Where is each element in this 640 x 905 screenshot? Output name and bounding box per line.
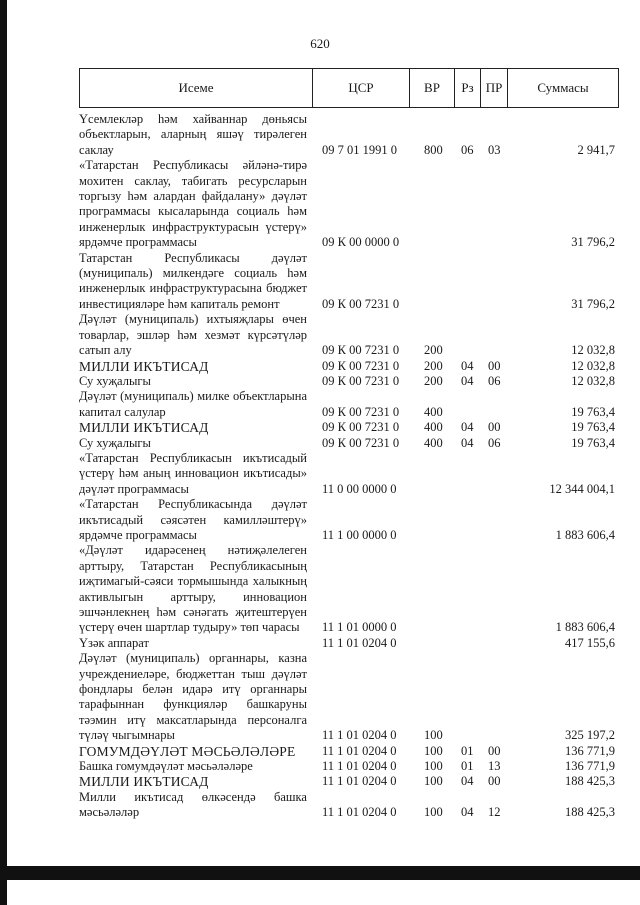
row-vr: 400 (424, 404, 443, 419)
table-row (79, 543, 619, 635)
scan-edge-left (0, 0, 7, 905)
row-name: Дәүләт (муниципаль) милке объектларына капитал салулар (79, 389, 307, 419)
row-sum: 188 425,3 (565, 774, 615, 789)
row-sum: 417 155,6 (565, 635, 615, 650)
row-name: Дәүләт (муниципаль) ихтыяҗлары өчен товарлар, эшләр һәм хезмәт күрсәтүләр сатып алу (79, 312, 307, 358)
row-csr: 11 1 01 0204 0 (322, 759, 397, 774)
row-pr: 00 (488, 358, 501, 373)
row-csr: 09 К 00 7231 0 (322, 404, 400, 419)
row-pr: 12 (488, 805, 501, 820)
row-vr: 400 (424, 420, 443, 435)
table-header (79, 68, 619, 108)
row-vr: 100 (424, 743, 443, 758)
table-row (79, 436, 619, 451)
row-csr: 11 1 01 0204 0 (322, 743, 397, 758)
row-name: МИЛЛИ ИКЪТИСАД (79, 774, 209, 790)
row-name: Су хуҗалыгы (79, 435, 151, 450)
row-pr: 13 (488, 759, 501, 774)
table-row (79, 389, 619, 420)
row-csr: 09 К 00 7231 0 (322, 420, 400, 435)
row-rz: 04 (461, 774, 474, 789)
table-row (79, 158, 619, 250)
table-row (79, 112, 619, 158)
table-row (79, 790, 619, 821)
row-pr: 06 (488, 435, 501, 450)
row-rz: 01 (461, 759, 474, 774)
row-sum: 31 796,2 (571, 235, 615, 250)
row-vr: 200 (424, 343, 443, 358)
table-row (79, 744, 619, 759)
row-sum: 325 197,2 (565, 728, 615, 743)
row-name: «Дәүләт идарәсенең нәтиҗәлелеген арттыру, Татарстан Республикасының иҗтимагый-сәяси тормышында халыкның активлыгын арттыру, инновацион эшчәнлекнең һәм сәнәгать җитештерүен үстерү өчен шартлар тудыру» төп чарасы (79, 543, 307, 635)
row-rz: 04 (461, 373, 474, 388)
row-sum: 136 771,9 (565, 759, 615, 774)
row-csr: 09 К 00 7231 0 (322, 373, 400, 388)
row-rz: 04 (461, 358, 474, 373)
row-vr: 100 (424, 774, 443, 789)
row-name: МИЛЛИ ИКЪТИСАД (79, 420, 209, 436)
row-vr: 100 (424, 759, 443, 774)
row-name: Үсемлекләр һәм хайваннар дөньясы объектларын, аларның яшәү тирәлеген саклау (79, 112, 307, 157)
row-csr: 09 К 00 7231 0 (322, 435, 400, 450)
table-row (79, 359, 619, 374)
row-sum: 12 344 004,1 (549, 481, 615, 496)
row-pr: 03 (488, 142, 501, 157)
row-sum: 19 763,4 (571, 435, 615, 450)
header-sum: Суммасы (537, 80, 589, 95)
row-pr: 00 (488, 774, 501, 789)
row-name: «Татарстан Республикасы әйләнә-тирә мохитен саклау, табигать ресурсларын торгызу һәм алардан файдалану» дәүләт программасы кысаларында социаль һәм инженерлык инфраструктурасын үстерү» ярдәмче программасы (79, 158, 307, 250)
row-csr: 09 К 00 7231 0 (322, 343, 400, 358)
row-vr: 100 (424, 728, 443, 743)
row-csr: 11 1 01 0000 0 (322, 620, 397, 635)
row-csr: 11 1 01 0204 0 (322, 728, 397, 743)
row-csr: 11 0 00 0000 0 (322, 481, 397, 496)
page-number: 620 (310, 36, 330, 51)
table-row (79, 312, 619, 358)
header-name: Исеме (178, 80, 214, 95)
row-name: «Татарстан Республикасын икътисадый үстерү һәм аның инновацион икътисады» дәүләт программасы (79, 450, 307, 496)
row-sum: 12 032,8 (571, 373, 615, 388)
table-body (79, 112, 619, 821)
header-rz: Рз (461, 80, 474, 95)
row-name: Дәүләт (муниципаль) органнары, казна учреждениеләре, бюджеттан тыш дәүләт фондлары белән идарә итү органнары тарафыннан функцияләр башкаруны тәэмин итү максатларында персоналга түләү чыгымнары (79, 651, 307, 743)
row-name: Башка гомумдәүләт мәсьәләләре (79, 759, 253, 774)
row-pr: 06 (488, 373, 501, 388)
header-vr: ВР (424, 80, 440, 95)
row-name: ГОМУМДӘҮЛӘТ МӘСЬӘЛӘЛӘРЕ (79, 743, 296, 759)
table-row (79, 651, 619, 743)
table-row (79, 420, 619, 435)
table-row (79, 774, 619, 789)
row-sum: 12 032,8 (571, 358, 615, 373)
row-name: Татарстан Республикасы дәүләт (муниципаль) милкендәге социаль һәм инженерлык инфраструктурасына бюджет инвестицияләре һәм капиталь ремонт (79, 250, 307, 311)
row-sum: 1 883 606,4 (555, 527, 615, 542)
row-name: «Татарстан Республикасында дәүләт икътисадый сәясәтен камилләштерү» ярдәмче программасы (79, 497, 307, 542)
row-csr: 11 1 01 0204 0 (322, 805, 397, 820)
row-sum: 31 796,2 (571, 296, 615, 311)
row-csr: 11 1 01 0204 0 (322, 635, 397, 650)
row-pr: 00 (488, 743, 501, 758)
row-csr: 11 1 00 0000 0 (322, 527, 397, 542)
row-vr: 100 (424, 805, 443, 820)
table-row (79, 374, 619, 389)
row-name: Милли икътисад өлкәсендә башка мәсьәләләр (79, 789, 307, 820)
budget-table (79, 68, 619, 821)
table-row (79, 636, 619, 651)
table-row (79, 251, 619, 313)
row-sum: 19 763,4 (571, 404, 615, 419)
row-vr: 200 (424, 358, 443, 373)
row-sum: 2 941,7 (577, 142, 615, 157)
table-row (79, 497, 619, 543)
row-pr: 00 (488, 420, 501, 435)
table-row (79, 759, 619, 774)
row-sum: 188 425,3 (565, 805, 615, 820)
row-rz: 01 (461, 743, 474, 758)
row-csr: 09 К 00 7231 0 (322, 358, 400, 373)
row-vr: 200 (424, 373, 443, 388)
row-vr: 400 (424, 435, 443, 450)
row-vr: 800 (424, 142, 443, 157)
row-name: МИЛЛИ ИКЪТИСАД (79, 358, 209, 374)
row-rz: 06 (461, 142, 474, 157)
scan-edge-bottom (0, 866, 640, 880)
row-rz: 04 (461, 435, 474, 450)
row-sum: 1 883 606,4 (555, 620, 615, 635)
row-sum: 12 032,8 (571, 343, 615, 358)
header-csr: ЦСР (348, 80, 374, 95)
row-csr: 09 К 00 0000 0 (322, 235, 400, 250)
row-csr: 09 К 00 7231 0 (322, 296, 400, 311)
row-name: Су хуҗалыгы (79, 373, 151, 388)
row-name: Үзәк аппарат (79, 635, 149, 650)
row-sum: 19 763,4 (571, 420, 615, 435)
row-rz: 04 (461, 805, 474, 820)
table-row (79, 451, 619, 497)
row-rz: 04 (461, 420, 474, 435)
row-csr: 09 7 01 1991 0 (322, 142, 397, 157)
header-pr: ПР (485, 80, 503, 95)
row-csr: 11 1 01 0204 0 (322, 774, 397, 789)
row-sum: 136 771,9 (565, 743, 615, 758)
